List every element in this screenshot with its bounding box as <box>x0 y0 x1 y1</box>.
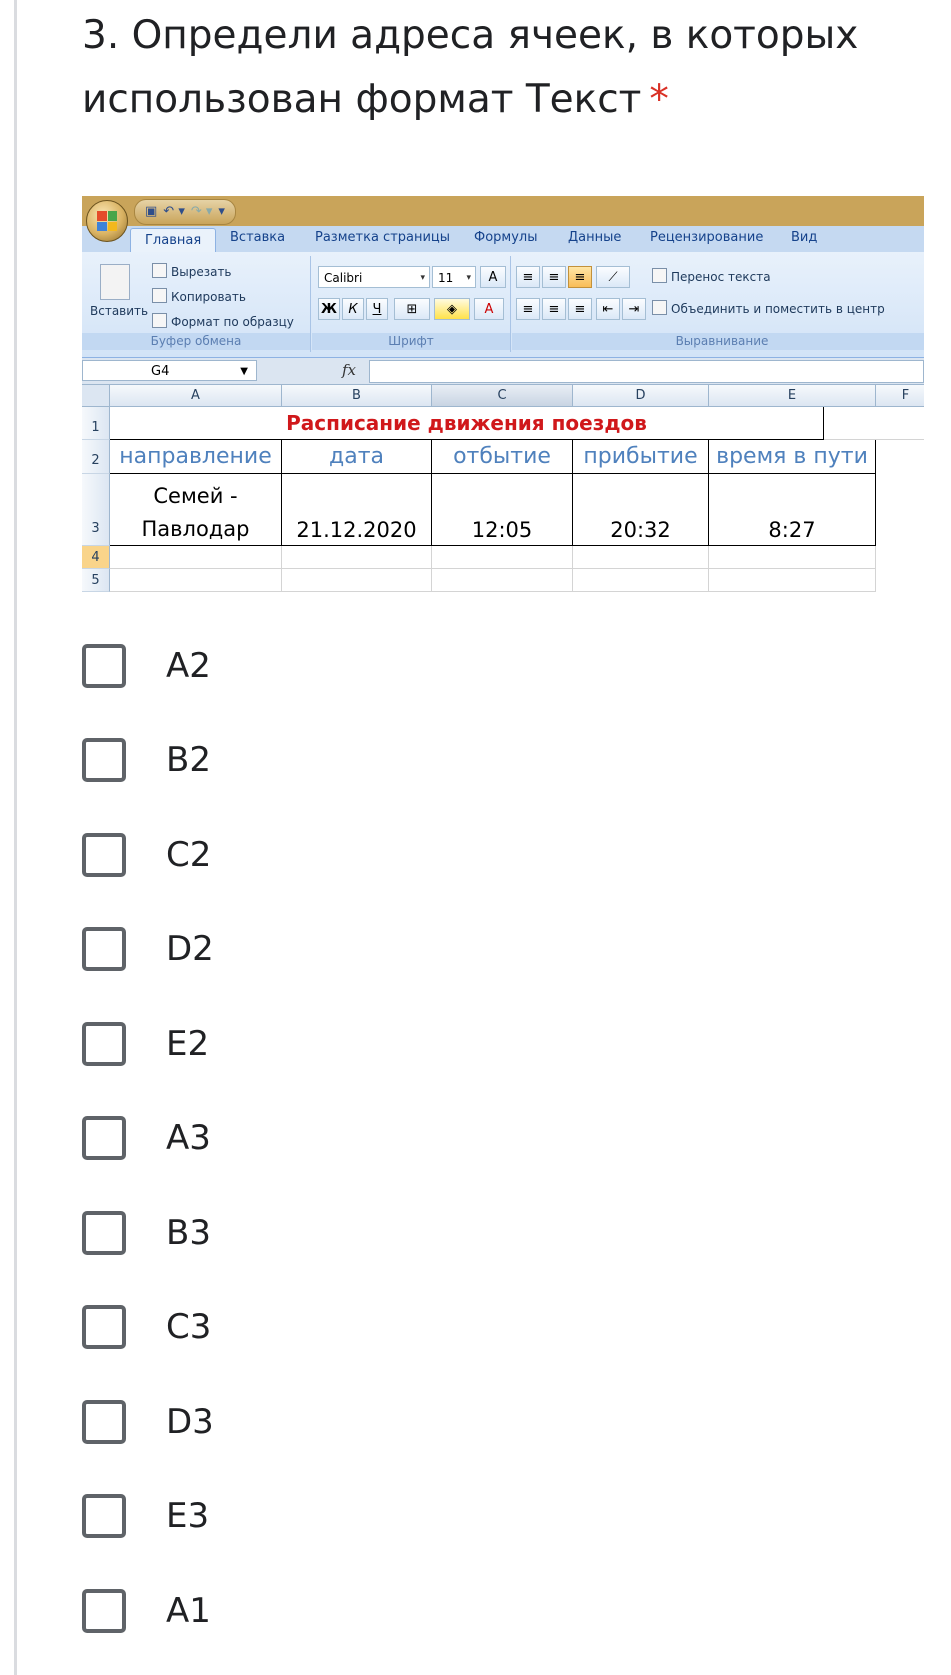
checkbox[interactable] <box>82 1022 126 1066</box>
tab-page-layout: Разметка страницы <box>315 230 451 245</box>
format-painter-icon <box>152 313 167 328</box>
orientation-icon: ⟋ <box>596 266 630 288</box>
office-button-icon <box>86 200 128 242</box>
italic-button: К <box>342 298 364 320</box>
column-header-c: C <box>432 385 573 407</box>
font-name-combo: Calibri ▾ <box>318 266 430 288</box>
bold-button: Ж <box>318 298 340 320</box>
cell-e5 <box>709 569 876 592</box>
checkbox[interactable] <box>82 1589 126 1633</box>
option-label: C3 <box>166 1307 212 1347</box>
checkbox[interactable] <box>82 833 126 877</box>
option-a3[interactable] <box>82 1113 582 1169</box>
align-middle-icon: ≡ <box>542 266 566 288</box>
name-box: G4 ▼ <box>82 360 257 381</box>
underline-button: Ч <box>366 298 388 320</box>
option-label: B2 <box>166 740 211 780</box>
row-header-5: 5 <box>82 569 110 592</box>
wrap-text-label: Перенос текста <box>671 270 771 284</box>
cell-c2: отбытие <box>432 440 573 474</box>
formula-input <box>369 360 924 383</box>
copy-icon <box>152 288 167 303</box>
checkbox[interactable] <box>82 1305 126 1349</box>
checkbox[interactable] <box>82 738 126 782</box>
cell-d3: 20:32 <box>573 474 709 546</box>
checkbox[interactable] <box>82 1494 126 1538</box>
tab-data: Данные <box>568 230 622 245</box>
paste-label: Вставить <box>90 304 149 318</box>
option-label: B3 <box>166 1213 211 1253</box>
cell-e3: 8:27 <box>709 474 876 546</box>
format-painter-label: Формат по образцу <box>171 315 294 329</box>
cell-e2: время в пути <box>709 440 876 474</box>
option-d2[interactable] <box>82 924 582 980</box>
tab-view: Вид <box>791 230 818 245</box>
option-e3[interactable] <box>82 1491 582 1547</box>
cell-c3: 12:05 <box>432 474 573 546</box>
cell-a3 <box>110 474 282 546</box>
select-all-corner <box>82 385 110 407</box>
cell-b2: дата <box>282 440 432 474</box>
cell-a3-line2: Павлодар <box>141 517 250 541</box>
option-label: D3 <box>166 1402 214 1442</box>
align-center-icon: ≡ <box>542 298 566 320</box>
cell-f1 <box>824 407 924 440</box>
row-header-3: 3 <box>82 474 110 546</box>
tab-home: Главная <box>130 228 216 253</box>
increase-indent-icon: ⇥ <box>622 298 646 320</box>
excel-screenshot <box>82 196 924 609</box>
column-header-d: D <box>573 385 709 407</box>
scissors-icon <box>152 263 167 278</box>
copy-label: Копировать <box>171 290 246 304</box>
cell-c4 <box>432 546 573 569</box>
merge-center-icon <box>652 300 667 315</box>
merge-center-label: Объединить и поместить в центр <box>671 302 885 316</box>
checkbox[interactable] <box>82 1116 126 1160</box>
fx-icon: fx <box>342 361 357 379</box>
option-label: C2 <box>166 835 212 875</box>
cell-a3-line1: Семей - <box>153 484 238 508</box>
option-a2[interactable] <box>82 641 582 697</box>
cell-b5 <box>282 569 432 592</box>
alignment-group <box>512 256 924 352</box>
row-header-1: 1 <box>82 407 110 440</box>
question-text: 3. Определи адреса ячеек, в которых использован формат Текст <box>82 13 859 122</box>
formula-bar <box>82 358 924 385</box>
grow-font-icon: A <box>480 266 506 288</box>
row-header-2: 2 <box>82 440 110 474</box>
option-label: A3 <box>166 1118 211 1158</box>
decrease-indent-icon: ⇤ <box>596 298 620 320</box>
option-label: E3 <box>166 1496 210 1536</box>
font-color-icon: A <box>474 298 504 320</box>
column-header-f: F <box>876 385 924 407</box>
column-header-b: B <box>282 385 432 407</box>
alignment-caption: Выравнивание <box>512 333 924 350</box>
cell-a1-title: Расписание движения поездов <box>110 407 824 440</box>
cell-a4 <box>110 546 282 569</box>
tab-formulas: Формулы <box>474 230 538 245</box>
align-top-icon: ≡ <box>516 266 540 288</box>
clipboard-group <box>82 256 311 352</box>
cell-a2: направление <box>110 440 282 474</box>
left-border <box>14 0 17 1675</box>
align-bottom-icon: ≡ <box>568 266 592 288</box>
paste-icon <box>100 264 130 300</box>
cell-e4 <box>709 546 876 569</box>
checkbox[interactable] <box>82 927 126 971</box>
option-label: E2 <box>166 1024 210 1064</box>
cell-c5 <box>432 569 573 592</box>
font-group <box>312 256 511 352</box>
ribbon-tabs <box>82 226 924 252</box>
option-e2[interactable] <box>82 1019 582 1075</box>
question-title <box>82 4 912 132</box>
option-label: A2 <box>166 646 211 686</box>
cell-b4 <box>282 546 432 569</box>
align-left-icon: ≡ <box>516 298 540 320</box>
option-a1[interactable] <box>82 1586 582 1642</box>
borders-icon: ⊞ <box>394 298 430 320</box>
cut-label: Вырезать <box>171 265 232 279</box>
tab-review: Рецензирование <box>650 230 764 245</box>
option-b2[interactable] <box>82 735 582 791</box>
save-icon: ▣ <box>145 204 158 219</box>
ribbon <box>82 252 924 358</box>
redo-icon: ↷ ▾ <box>190 204 213 219</box>
option-label: A1 <box>166 1591 211 1631</box>
cell-b3: 21.12.2020 <box>282 474 432 546</box>
wrap-text-icon <box>652 268 667 283</box>
option-b3[interactable] <box>82 1208 582 1264</box>
quick-access-toolbar <box>134 199 236 225</box>
align-right-icon: ≡ <box>568 298 592 320</box>
option-c3[interactable] <box>82 1302 582 1358</box>
row-header-4: 4 <box>82 546 110 569</box>
checkbox[interactable] <box>82 644 126 688</box>
checkbox[interactable] <box>82 1400 126 1444</box>
option-c2[interactable] <box>82 830 582 886</box>
cell-a5 <box>110 569 282 592</box>
cell-d2: прибытие <box>573 440 709 474</box>
option-label: D2 <box>166 929 214 969</box>
cell-d5 <box>573 569 709 592</box>
column-header-e: E <box>709 385 876 407</box>
cell-d4 <box>573 546 709 569</box>
clipboard-caption: Буфер обмена <box>82 333 310 350</box>
undo-icon: ↶ ▾ <box>163 204 185 219</box>
font-size-combo: 11 ▾ <box>432 266 476 288</box>
required-asterisk: * <box>649 77 669 122</box>
font-caption: Шрифт <box>312 333 510 350</box>
column-header-a: A <box>110 385 282 407</box>
option-d3[interactable] <box>82 1397 582 1453</box>
tab-insert: Вставка <box>230 230 286 245</box>
fill-color-icon: ◈ <box>434 298 470 320</box>
checkbox[interactable] <box>82 1211 126 1255</box>
qat-dropdown-icon: ▾ <box>218 204 225 219</box>
